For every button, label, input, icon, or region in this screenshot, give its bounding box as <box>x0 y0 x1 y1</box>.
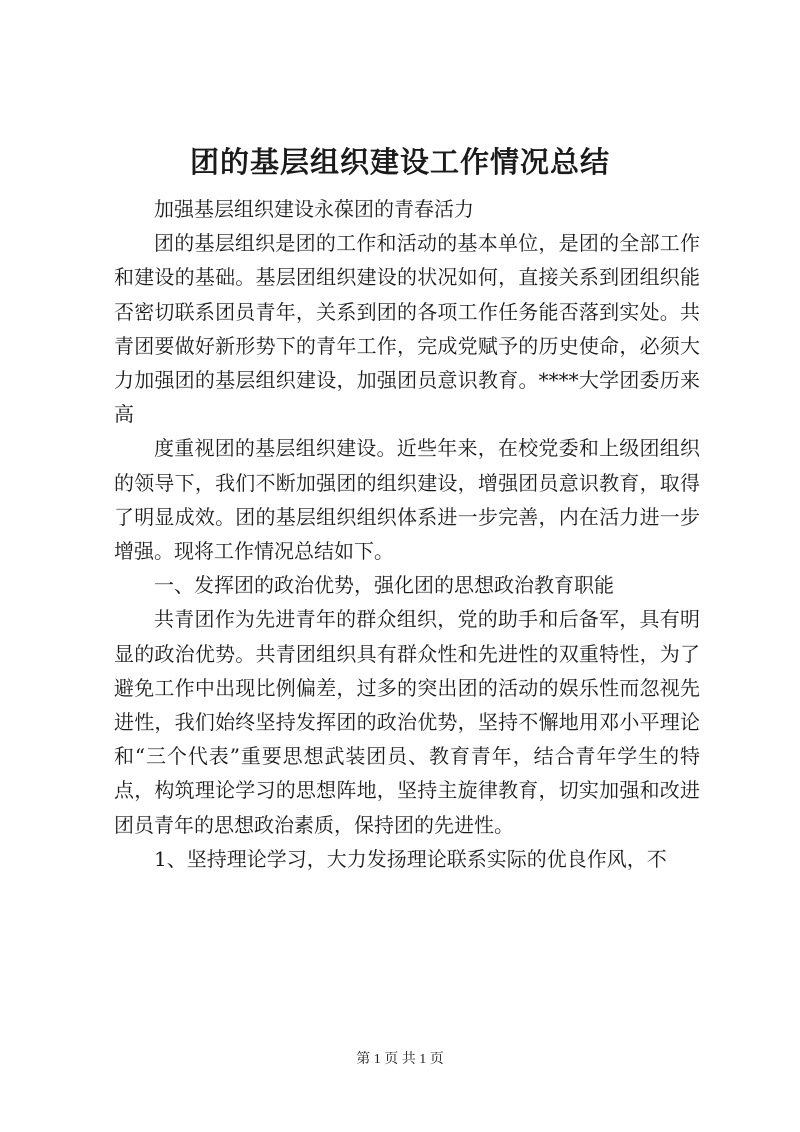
intro-paragraph: 团的基层组织是团的工作和活动的基本单位，是团的全部工作和建设的基础。基层团组织建设的状况如何，直接关系到团组织能否密切联系团员青年，关系到团的各项工作任务能否落到实处。共青团要做好新形势下的青年工作，完成党赋予的历史使命，必须大力加强团的基层组织建设，加强团员意识教育。****大学团委历来高 <box>114 231 700 427</box>
subtitle-paragraph: 加强基层组织建设永葆团的青春活力 <box>154 197 474 221</box>
item-1-paragraph: 1、坚持理论学习，大力发扬理论联系实际的优良作风，不 <box>154 846 667 871</box>
section-1-paragraph: 共青团作为先进青年的群众组织，党的助手和后备军，具有明显的政治优势。共青团组织具有群众性和先进性的双重特性，为了避免工作中出现比例偏差，过多的突出团的活动的娱乐性而忽视先进性，我们始终坚持发挥团的政治优势，坚持不懈地用邓小平理论和“三个代表”重要思想武装团员、教育青年，结合青年学生的特点，构筑理论学习的思想阵地，坚持主旋律教育，切实加强和改进团员青年的思想政治素质，保持团的先进性。 <box>114 607 700 837</box>
section-heading-1: 一、发挥团的政治优势，强化团的思想政治教育职能 <box>154 573 614 598</box>
document-title: 团的基层组织建设工作情况总结 <box>189 145 610 179</box>
summary-paragraph: 度重视团的基层组织建设。近些年来，在校党委和上级团组织的领导下，我们不断加强团的组织建设，增强团员意识教育，取得了明显成效。团的基层组织组织体系进一步完善，内在活力进一步增强。现将工作情况总结如下。 <box>114 436 700 564</box>
document-body <box>114 192 700 876</box>
page-number-footer: 第 1 页 共 1 页 <box>356 1052 444 1067</box>
